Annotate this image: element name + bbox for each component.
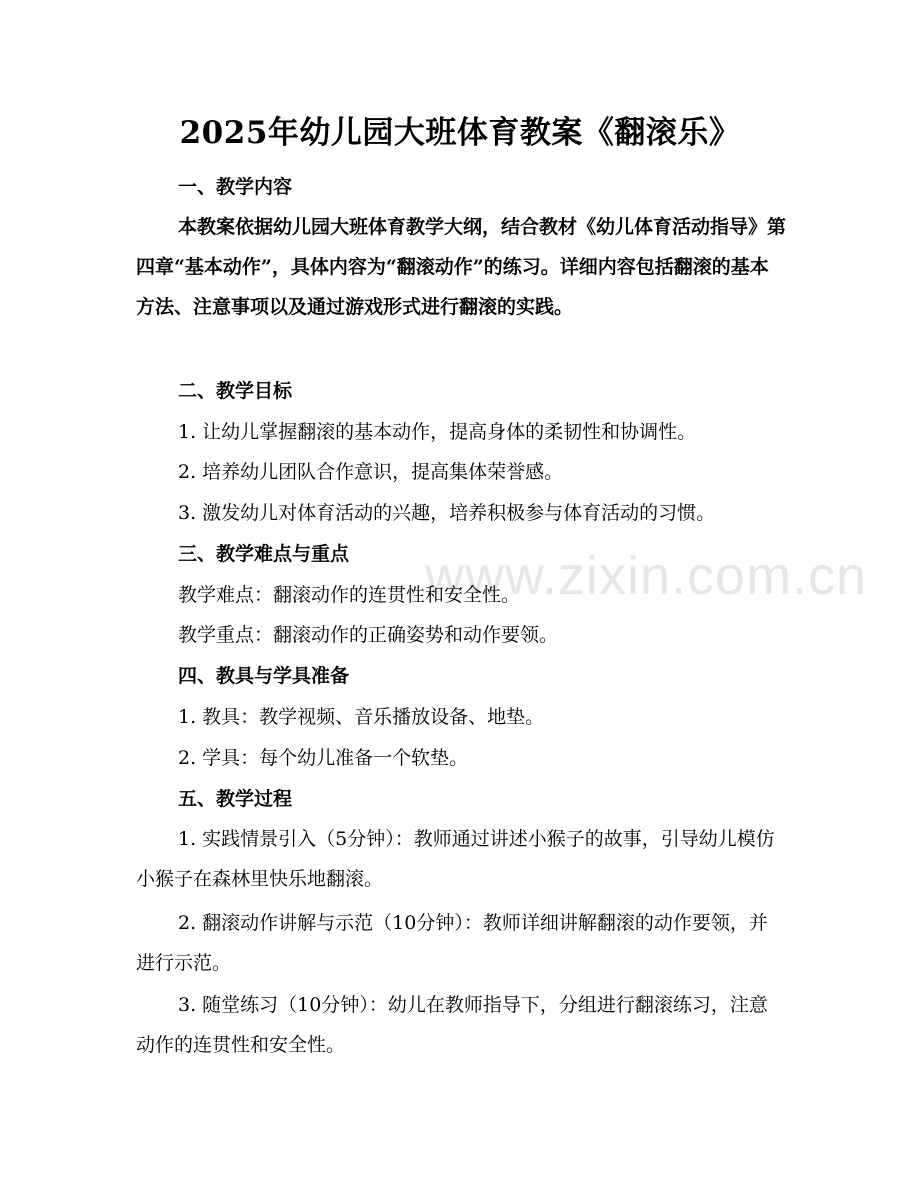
section-heading-difficulties: 三、教学难点与重点 bbox=[178, 543, 350, 565]
section-heading-objectives: 二、教学目标 bbox=[178, 380, 293, 402]
key-point-item: 教学重点：翻滚动作的正确姿势和动作要领。 bbox=[178, 624, 559, 646]
section-heading-process: 五、教学过程 bbox=[178, 788, 293, 810]
section-heading-content: 一、教学内容 bbox=[178, 176, 293, 198]
material-item: 1. 教具：教学视频、音乐播放设备、地垫。 bbox=[178, 706, 545, 728]
section-heading-materials: 四、教具与学具准备 bbox=[178, 665, 350, 687]
objective-item: 2. 培养幼儿团队合作意识，提高集体荣誉感。 bbox=[178, 461, 564, 483]
difficulty-item: 教学难点：翻滚动作的连贯性和安全性。 bbox=[178, 584, 521, 606]
material-item: 2. 学具：每个幼儿准备一个软垫。 bbox=[178, 747, 469, 769]
process-step: 1. 实践情景引入（5分钟）：教师通过讲述小猴子的故事，引导幼儿模仿小猴子在森林里快乐地翻滚。 bbox=[136, 828, 775, 890]
objective-item: 1. 让幼儿掌握翻滚的基本动作，提高身体的柔韧性和协调性。 bbox=[178, 421, 697, 443]
process-step: 3. 随堂练习（10分钟）：幼儿在教师指导下，分组进行翻滚练习，注意动作的连贯性和安全性。 bbox=[136, 994, 768, 1056]
page-title: 2025年幼儿园大班体育教案《翻滚乐》 bbox=[179, 115, 741, 151]
watermark: www.zixin.com.cn bbox=[425, 546, 868, 606]
objective-item: 3. 激发幼儿对体育活动的兴趣，培养积极参与体育活动的习惯。 bbox=[178, 502, 716, 524]
process-step: 2. 翻滚动作讲解与示范（10分钟）：教师详细讲解翻滚的动作要领，并进行示范。 bbox=[136, 912, 768, 974]
content-paragraph: 本教案依据幼儿园大班体育教学大纲，结合教材《幼儿体育活动指导》第四章“基本动作”，具体内容为“翻滚动作”的练习。详细内容包括翻滚的基本方法、注意事项以及通过游戏形式进行翻滚的实践。 bbox=[136, 216, 787, 318]
